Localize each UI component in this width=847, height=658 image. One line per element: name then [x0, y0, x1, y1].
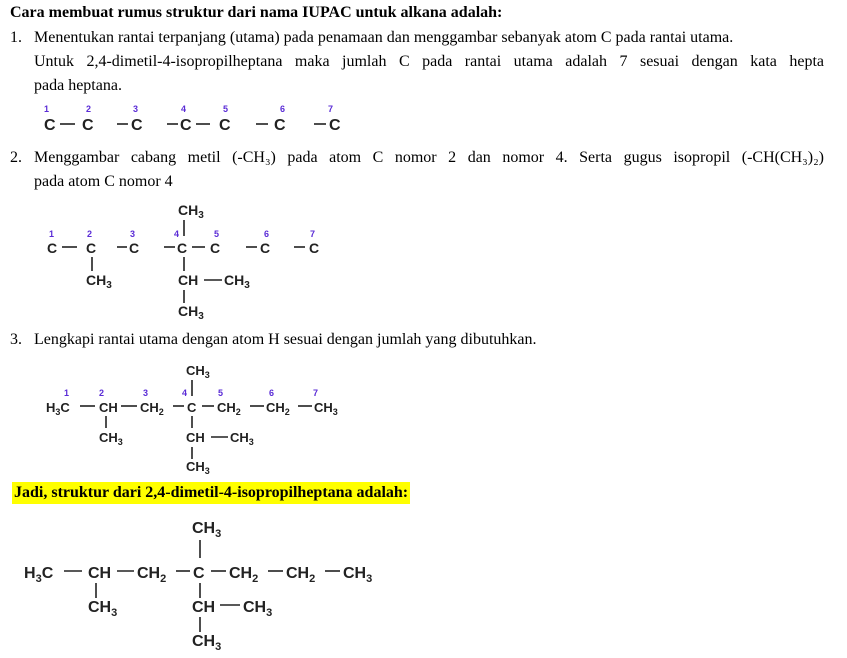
atom-number-5: 5: [218, 388, 224, 398]
atom-number-4: 4: [182, 388, 188, 398]
carbon-atom: C: [309, 240, 320, 256]
carbon-atom: C: [210, 240, 221, 256]
step-1-line-3: pada heptana.: [34, 77, 122, 94]
methyl-group: $CH_3$: [230, 430, 254, 447]
atom-number-4: 4: [174, 229, 180, 239]
methyl-terminal: $CH_3$: [343, 565, 373, 585]
methyl-group: $CH_3$: [192, 633, 222, 653]
methyl-group: $CH_3$: [224, 272, 250, 291]
methyl-group: $CH_3$: [178, 202, 204, 221]
carbon-atom: C: [86, 240, 97, 256]
carbon-atom: C: [180, 117, 192, 134]
page-heading: Cara membuat rumus struktur dari nama IUPAC untuk alkana adalah:: [10, 4, 503, 21]
atom-number-1: 1: [64, 388, 70, 398]
diagram-4-final-structure: [24, 520, 372, 653]
atom-number-3: 3: [130, 229, 136, 239]
isopropyl-ch: CH: [186, 430, 205, 445]
isopropyl-ch: CH: [192, 599, 216, 616]
step-3-number: 3.: [10, 331, 22, 348]
atom-number-6: 6: [264, 229, 270, 239]
methyl-terminal: $H_3C$: [24, 565, 54, 585]
step-3-line-1: Lengkapi rantai utama dengan atom H sesuai dengan jumlah yang dibutuhkan.: [34, 331, 537, 348]
step-1-line-1: Menentukan rantai terpanjang (utama) pada penamaan dan menggambar sebanyak atom C pada rantai utama.: [34, 29, 734, 46]
atom-number-1: 1: [44, 104, 50, 114]
ch2-group: $CH_2$: [137, 565, 167, 585]
quaternary-carbon: C: [193, 565, 205, 582]
methyl-group: $CH_3$: [186, 459, 210, 476]
ch2-group: $CH_2$: [217, 400, 241, 417]
carbon-atom: C: [129, 240, 140, 256]
atom-number-1: 1: [49, 229, 55, 239]
conclusion-highlight: Jadi, struktur dari 2,4-dimetil-4-isopropilheptana adalah:: [12, 482, 410, 504]
methyl-group: $CH_3$: [243, 599, 273, 619]
methyl-group: $CH_3$: [86, 272, 112, 291]
carbon-atom: C: [47, 240, 58, 256]
atom-number-5: 5: [223, 104, 229, 114]
carbon-atom: C: [274, 117, 286, 134]
step-1-line-2: Untuk 2,4-dimetil-4-isopropilheptana maka jumlah C pada rantai utama adalah 7 sesuai dengan kata hepta: [34, 53, 824, 70]
methyl-group: $CH_3$: [178, 303, 204, 322]
atom-number-2: 2: [87, 229, 93, 239]
ch2-group: $CH_2$: [140, 400, 164, 417]
methyl-terminal: $H_3C$: [46, 400, 70, 417]
methyl-group: $CH_3$: [192, 520, 222, 540]
atom-number-3: 3: [143, 388, 149, 398]
carbon-atom: C: [329, 117, 341, 134]
carbon-atom: C: [131, 117, 143, 134]
methyl-group: $CH_3$: [99, 430, 123, 447]
ch2-group: $CH_2$: [286, 565, 316, 585]
ch2-group: $CH_2$: [266, 400, 290, 417]
atom-number-7: 7: [310, 229, 316, 239]
methyl-terminal: $CH_3$: [314, 400, 338, 417]
atom-number-3: 3: [133, 104, 139, 114]
atom-number-2: 2: [86, 104, 92, 114]
atom-number-6: 6: [269, 388, 275, 398]
carbon-atom: C: [44, 117, 56, 134]
diagram-3-with-hydrogens: [46, 363, 338, 476]
carbon-atom: C: [219, 117, 231, 134]
atom-number-5: 5: [214, 229, 220, 239]
step-2-line-1: Menggambar cabang metil (-CH₃) pada atom C nomor 2 dan nomor 4. Serta gugus isopropil (-CH(CH₃)₂): [34, 149, 824, 166]
ch-group: CH: [88, 565, 112, 582]
carbon-atom: C: [260, 240, 271, 256]
methyl-group: $CH_3$: [186, 363, 210, 380]
atom-number-6: 6: [280, 104, 286, 114]
step-1-number: 1.: [10, 29, 22, 46]
diagram-1-main-chain: [44, 104, 341, 134]
step-2-number: 2.: [10, 149, 22, 166]
ch-group: CH: [99, 400, 118, 415]
carbon-atom: C: [82, 117, 94, 134]
atom-number-2: 2: [99, 388, 105, 398]
atom-number-4: 4: [181, 104, 187, 114]
methyl-group: $CH_3$: [88, 599, 118, 619]
isopropyl-ch: CH: [178, 272, 199, 288]
step-2-line-2: pada atom C nomor 4: [34, 173, 173, 190]
atom-number-7: 7: [328, 104, 334, 114]
atom-number-7: 7: [313, 388, 319, 398]
carbon-atom: C: [177, 240, 188, 256]
quaternary-carbon: C: [187, 400, 197, 415]
diagram-2-with-branches: [47, 202, 319, 322]
ch2-group: $CH_2$: [229, 565, 259, 585]
